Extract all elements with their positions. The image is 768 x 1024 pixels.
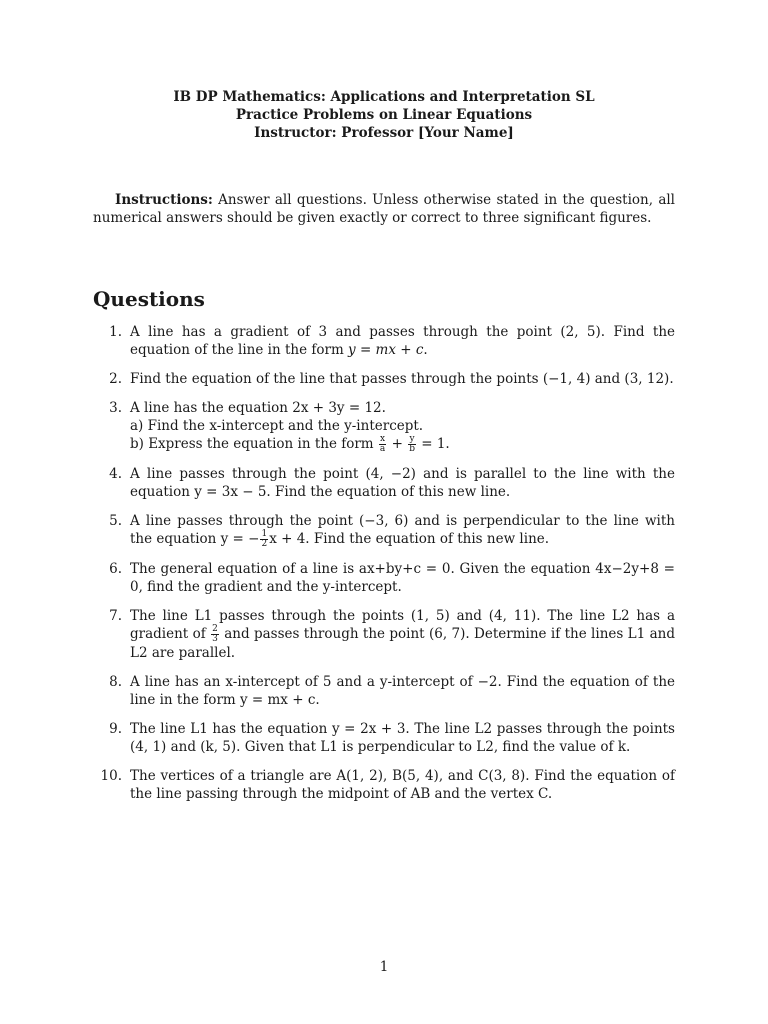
section-title: Questions xyxy=(93,287,205,311)
plus-sign: + xyxy=(387,436,408,452)
question-part-b-text: = 1. xyxy=(416,436,450,452)
question-1 xyxy=(93,323,675,359)
question-text: A line has a gradient of 3 and passes through the point (2, 5). Find the equation of the line in the form xyxy=(130,324,675,358)
question-text: A line has the equation 2x + 3y = 12. xyxy=(130,400,386,416)
question-2 xyxy=(93,370,675,388)
fraction-numerator: 1 xyxy=(261,529,268,539)
question-part-b xyxy=(130,435,675,454)
question-number: 10. xyxy=(100,768,122,784)
question-text: The vertices of a triangle are A(1, 2), B(5, 4), and C(3, 8). Find the equation of the line passing through the midpoint of AB and the vertex C. xyxy=(130,768,675,802)
question-3 xyxy=(93,399,675,454)
question-text: x + 4. Find the equation of this new line. xyxy=(269,531,550,547)
page-number: 1 xyxy=(379,959,389,975)
fraction-denominator: 3 xyxy=(212,634,218,644)
question-text: A line has an x-intercept of 5 and a y-intercept of −2. Find the equation of the line in the form y = mx + c. xyxy=(130,674,675,708)
question-number: 4. xyxy=(109,466,122,482)
question-number: 3. xyxy=(109,400,122,416)
question-text: A line passes through the point (4, −2) and is parallel to the line with the equation y = 3x − 5. Find the equation of this new line. xyxy=(130,466,675,500)
fraction-two-thirds xyxy=(211,625,219,644)
question-text: The line L1 has the equation y = 2x + 3. The line L2 passes through the points (4, 1) and (k, 5). Given that L1 is perpendicular to L2, find the value of k. xyxy=(130,721,675,755)
question-number: 2. xyxy=(109,371,122,387)
fraction-numerator: 2 xyxy=(212,624,218,634)
question-9 xyxy=(93,720,675,756)
question-8 xyxy=(93,673,675,709)
document-header xyxy=(0,88,768,142)
question-part-b-text: b) Express the equation in the form xyxy=(130,436,378,452)
question-number: 6. xyxy=(109,561,122,577)
question-list xyxy=(93,323,675,814)
fraction-denominator: b xyxy=(409,444,415,454)
question-text: A line passes through the point (−3, 6) and is perpendicular to the line with the equation y = − xyxy=(130,513,675,547)
question-part-a: a) Find the x-intercept and the y-intercept. xyxy=(130,418,424,434)
question-number: 7. xyxy=(109,608,122,624)
course-title: IB DP Mathematics: Applications and Interpretation SL xyxy=(173,89,595,105)
question-text: Find the equation of the line that passes through the points (−1, 4) and (3, 12). xyxy=(130,371,674,387)
question-math: y = mx + c xyxy=(348,342,424,358)
fraction-denominator: 2 xyxy=(261,539,268,549)
question-text: The general equation of a line is ax+by+c = 0. Given the equation 4x−2y+8 = 0, find the gradient and the y-intercept. xyxy=(130,561,675,595)
question-number: 5. xyxy=(109,513,122,529)
instructions-paragraph xyxy=(93,191,675,227)
question-text: The line L1 passes through the points (1, 5) and (4, 11). The line L2 has a gradient of xyxy=(130,608,675,642)
fraction-numerator: y xyxy=(409,434,415,444)
worksheet-title: Practice Problems on Linear Equations xyxy=(235,107,533,123)
question-5 xyxy=(93,512,675,549)
fraction-y-over-b xyxy=(408,435,416,454)
question-number: 1. xyxy=(109,324,122,340)
fraction-numerator: x xyxy=(380,434,386,444)
question-text: . xyxy=(423,342,428,358)
fraction-denominator: a xyxy=(379,444,386,454)
question-10 xyxy=(93,767,675,803)
instructions-text: Answer all questions. Unless otherwise stated in the question, all numerical answers should be given exactly or correct to three significant figures. xyxy=(93,192,675,226)
question-text: and passes through the point (6, 7). Determine if the lines L1 and L2 are parallel. xyxy=(130,626,675,661)
fraction-one-half xyxy=(260,530,268,549)
question-number: 8. xyxy=(109,674,122,690)
question-7 xyxy=(93,607,675,662)
instructor-line: Instructor: Professor [Your Name] xyxy=(254,125,514,141)
question-4 xyxy=(93,465,675,501)
question-6 xyxy=(93,560,675,596)
fraction-x-over-a xyxy=(379,435,386,454)
question-number: 9. xyxy=(109,721,122,737)
instructions-label: Instructions: xyxy=(115,192,213,208)
